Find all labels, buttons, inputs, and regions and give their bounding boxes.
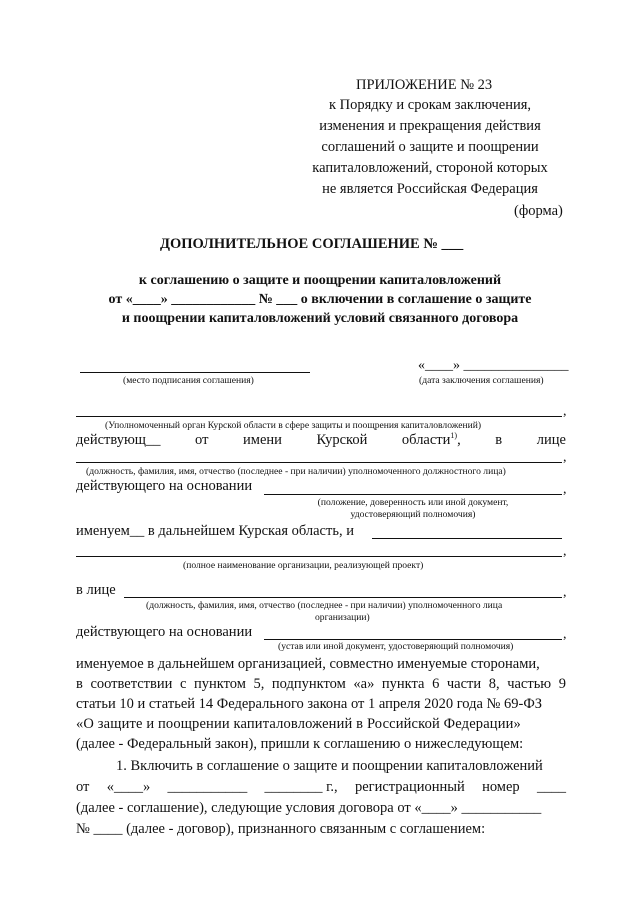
authority-caption: (Уполномоченный орган Курской области в сфере защиты и поощрения капиталовложений) (105, 420, 482, 431)
date-caption: (дата заключения соглашения) (419, 375, 544, 386)
appendix-line: соглашений о защите и поощрении (321, 139, 539, 155)
official-caption: (должность, фамилия, имя, отчество (последнее - при наличии) уполномоченного должностного лица) (86, 466, 506, 477)
heading-subtitle: от «____» ____________ № ___ о включении в соглашение о защите (108, 292, 532, 307)
org-basis-line[interactable] (264, 639, 562, 640)
org-basis-label: действующего на основании (76, 624, 253, 640)
body-line: именуемое в дальнейшем организацией, совместно именуемые сторонами, (76, 656, 540, 672)
comma: , (563, 450, 567, 465)
in-person-label: в лице (76, 582, 116, 598)
word: лице (536, 432, 566, 448)
appendix-line: изменения и прекращения действия (319, 118, 541, 134)
item-1-line: от «____» ___________ ________ г., регистрационный номер ____ (76, 779, 566, 795)
org-person-line[interactable] (124, 597, 562, 598)
item-1-line: № ____ (далее - договор), признанного связанным с соглашением: (76, 821, 486, 837)
comma: , (563, 404, 567, 419)
item-1: 1. Включить в соглашение о защите и поощрении капиталовложений (116, 758, 543, 774)
org-person-caption: организации) (315, 612, 370, 623)
comma: , (563, 627, 567, 642)
acting-line (76, 432, 566, 449)
basis-caption: удостоверяющий полномочия) (350, 509, 476, 520)
org-name-line-1[interactable] (372, 538, 562, 539)
footnote-mark[interactable]: 1) (450, 431, 458, 440)
appendix-line: не является Российская Федерация (322, 181, 538, 197)
place-caption: (место подписания соглашения) (123, 375, 254, 386)
date-blank[interactable]: «____» _______________ (418, 358, 569, 373)
basis-label: действующего на основании (76, 478, 253, 494)
agreement-title: ДОПОЛНИТЕЛЬНОЕ СОГЛАШЕНИЕ № ___ (160, 236, 464, 252)
word: области$^{1)}$, (401, 431, 461, 448)
appendix-line: к Порядку и срокам заключения, (328, 97, 532, 113)
heading-subtitle: к соглашению о защите и поощрении капиталовложений (138, 273, 502, 288)
heading-subtitle: и поощрении капиталовложений условий связанного договора (121, 311, 519, 326)
basis-line[interactable] (264, 494, 562, 495)
word: в (495, 432, 503, 448)
appendix-title: ПРИЛОЖЕНИЕ № 23 (356, 77, 493, 93)
authority-line[interactable] (76, 416, 562, 417)
org-name-line-2[interactable] (76, 556, 562, 557)
item-1-line: (далее - соглашение), следующие условия договора от «____» ___________ (76, 800, 542, 816)
word: имени (243, 432, 282, 448)
official-line[interactable] (76, 462, 562, 463)
body-line: (далее - Федеральный закон), пришли к соглашению о нижеследующем: (76, 736, 524, 752)
appendix-line: капиталовложений, стороной которых (312, 160, 548, 176)
word: Курской (316, 432, 368, 448)
org-person-caption: (должность, фамилия, имя, отчество (последнее - при наличии) уполномоченного лица (146, 600, 503, 611)
comma: , (563, 585, 567, 600)
named-label: именуем__ в дальнейшем Курская область, и (76, 523, 354, 539)
org-basis-caption: (устав или иной документ, удостоверяющий полномочия) (278, 641, 514, 652)
org-caption: (полное наименование организации, реализующей проект) (183, 560, 424, 571)
basis-caption: (положение, доверенность или иной документ, (317, 497, 509, 508)
word: от (195, 432, 209, 448)
form-label: (форма) (514, 203, 563, 219)
word: действующ__ (76, 432, 161, 448)
body-line: «О защите и поощрении капиталовложений в Российской Федерации» (76, 716, 521, 732)
body-line-justified: в соответствии с пунктом 5, подпунктом «а» пункта 6 части 8, частью 9 (76, 676, 566, 692)
place-line[interactable] (80, 372, 310, 373)
body-line: статьи 10 и статьей 14 Федерального закона от 1 апреля 2020 года № 69-ФЗ (76, 696, 543, 712)
comma: , (563, 544, 567, 559)
comma: , (563, 482, 567, 497)
